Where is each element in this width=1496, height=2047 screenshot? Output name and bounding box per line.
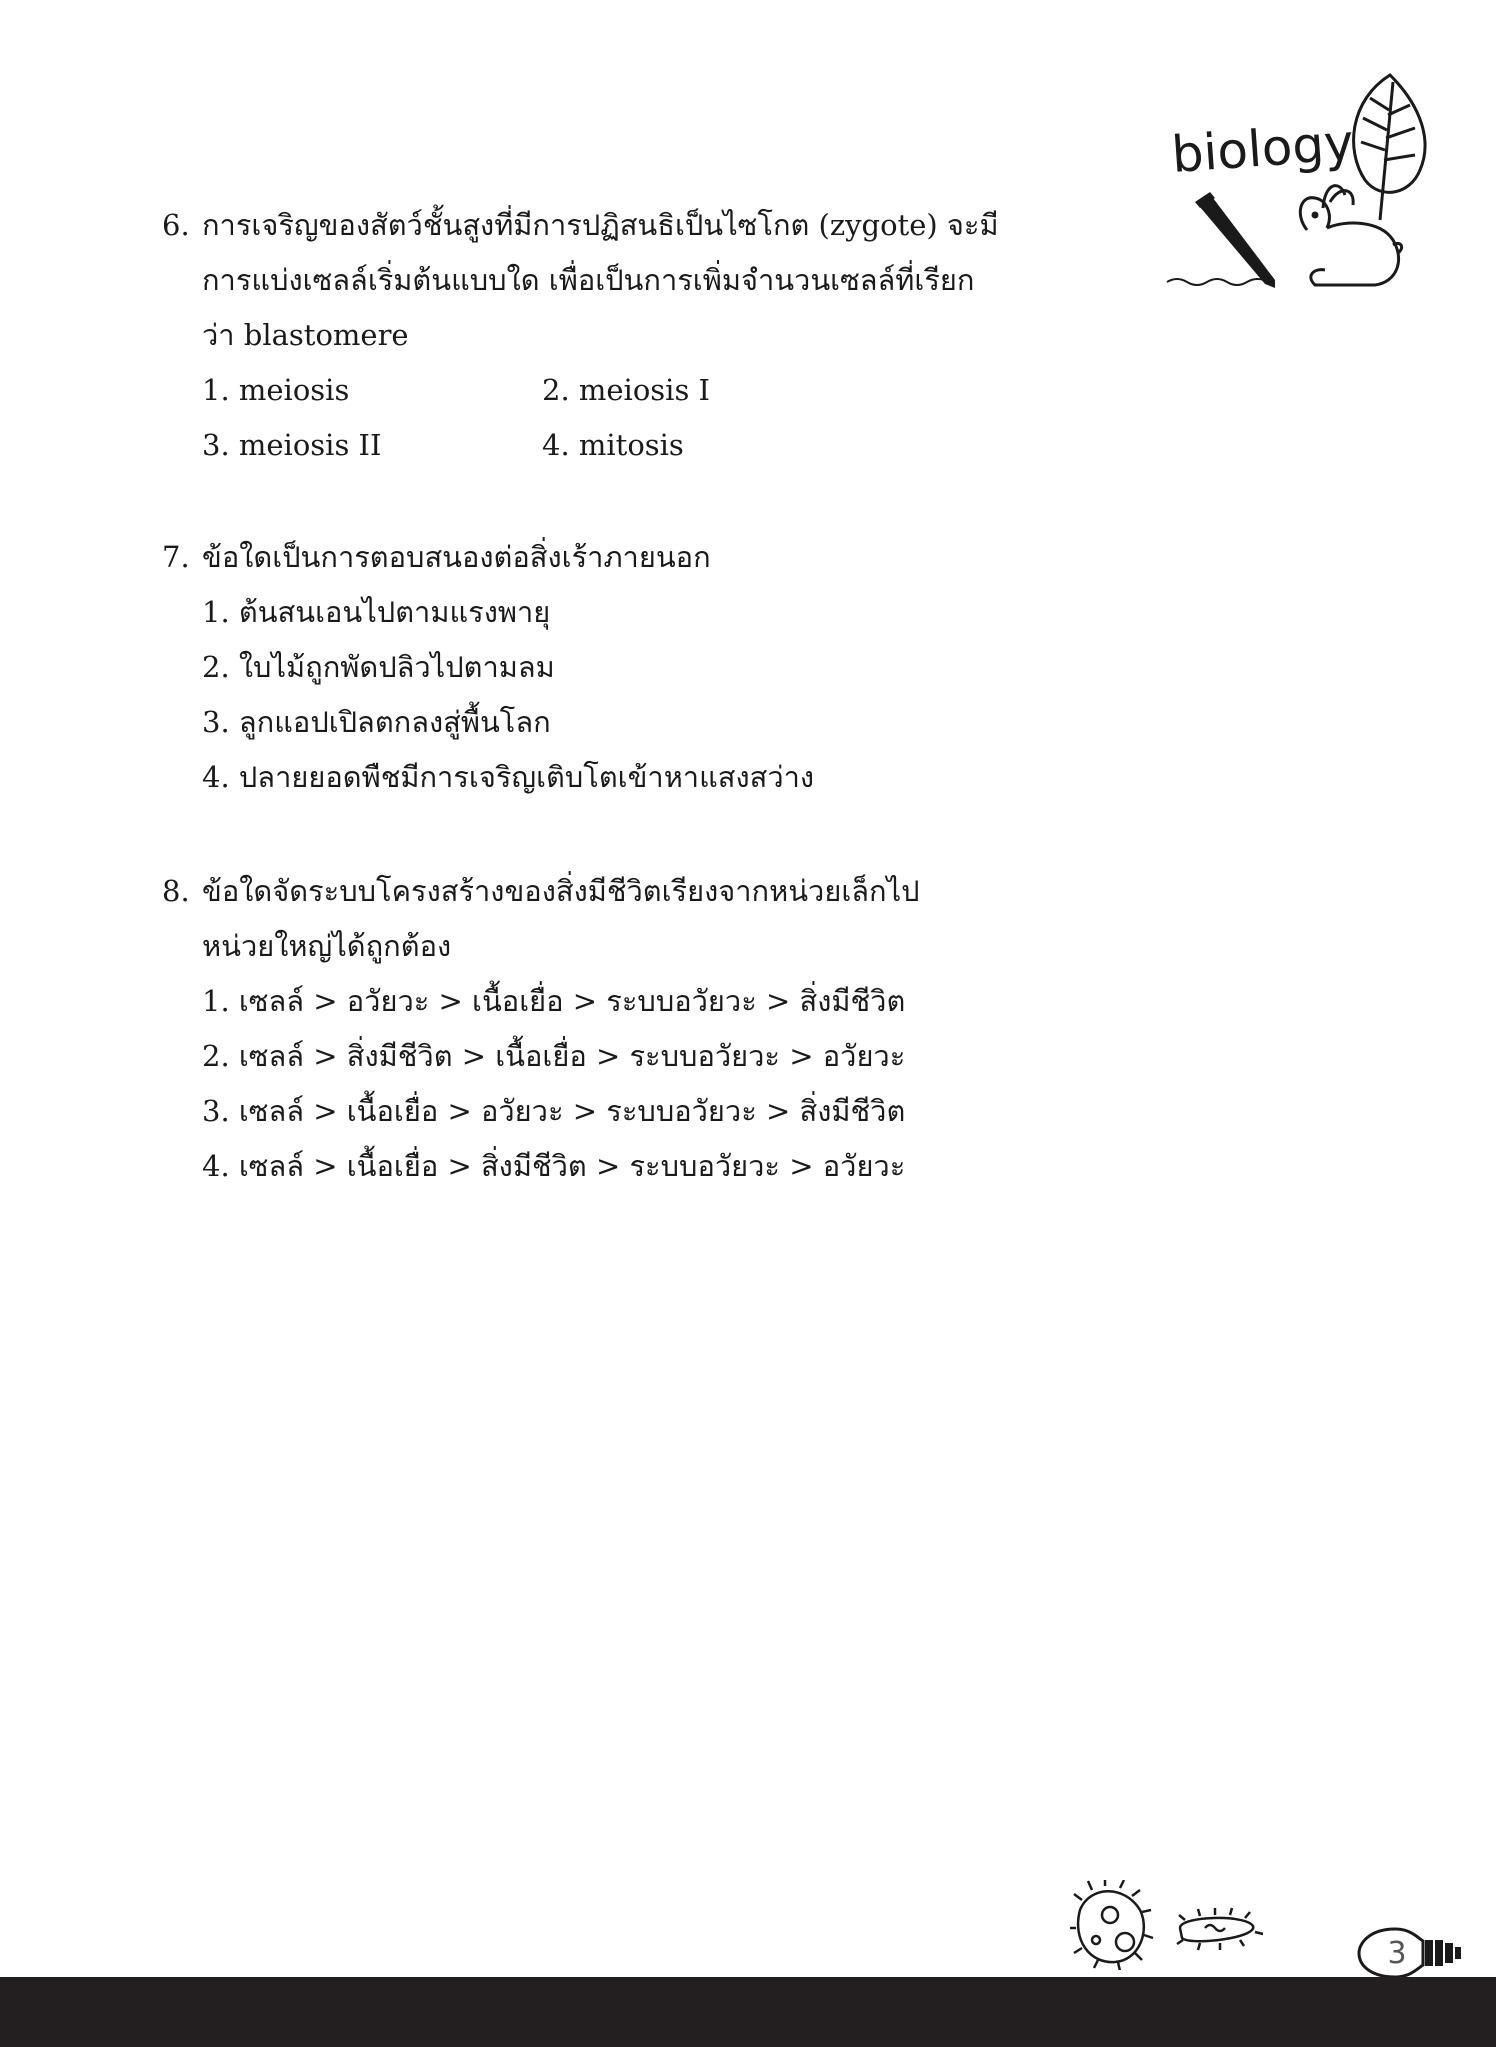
answer-option: 2. เซลล์ > สิ่งมีชีวิต > เนื้อเยื่อ > ระบบอวัยวะ > อวัยวะ bbox=[202, 1039, 906, 1073]
question-8 bbox=[162, 864, 952, 1194]
question-6 bbox=[162, 198, 999, 473]
logo-text: biology bbox=[1169, 113, 1356, 184]
question-text: ข้อใดจัดระบบโครงสร้างของสิ่งมีชีวิตเรียงจากหน่วยเล็กไป bbox=[202, 874, 920, 908]
biology-logo bbox=[1165, 70, 1435, 295]
answer-option: 3. meiosis II bbox=[202, 428, 382, 462]
page-number: 3 bbox=[1387, 1936, 1407, 1971]
question-text: การเจริญของสัตว์ชั้นสูงที่มีการปฏิสนธิเป็นไซโกต (zygote) จะมี bbox=[202, 208, 999, 242]
question-text: การแบ่งเซลล์เริ่มต้นแบบใด เพื่อเป็นการเพิ่มจำนวนเซลล์ที่เรียก bbox=[202, 263, 975, 297]
answer-options bbox=[162, 363, 952, 473]
bacteria-icon bbox=[1070, 1880, 1270, 1970]
question-text: ว่า blastomere bbox=[202, 318, 409, 352]
pencil-icon bbox=[1167, 192, 1275, 288]
question-line bbox=[162, 864, 952, 919]
answer-option: 1. meiosis bbox=[202, 373, 350, 407]
answer-option: 4. เซลล์ > เนื้อเยื่อ > สิ่งมีชีวิต > ระบบอวัยวะ > อวัยวะ bbox=[202, 1149, 906, 1183]
question-line bbox=[162, 198, 999, 253]
answer-option: 4. mitosis bbox=[542, 428, 684, 462]
question-text: ข้อใดเป็นการตอบสนองต่อสิ่งเร้าภายนอก bbox=[202, 540, 711, 574]
answer-option: 1. ต้นสนเอนไปตามแรงพายุ bbox=[202, 595, 551, 629]
answer-option: 2. meiosis I bbox=[542, 373, 710, 407]
answer-option: 3. เซลล์ > เนื้อเยื่อ > อวัยวะ > ระบบอวัยวะ > สิ่งมีชีวิต bbox=[202, 1094, 906, 1128]
footer-bar bbox=[0, 1977, 1496, 2047]
answer-option: 1. เซลล์ > อวัยวะ > เนื้อเยื่อ > ระบบอวัยวะ > สิ่งมีชีวิต bbox=[202, 984, 906, 1018]
question-line bbox=[162, 530, 952, 585]
question-number: 8. bbox=[162, 874, 190, 908]
question-7 bbox=[162, 530, 952, 805]
rabbit-icon bbox=[1300, 186, 1401, 285]
leaf-icon bbox=[1354, 75, 1425, 220]
answer-option: 2. ใบไม้ถูกพัดปลิวไปตามลม bbox=[202, 650, 555, 684]
question-text: หน่วยใหญ่ได้ถูกต้อง bbox=[202, 929, 452, 963]
question-number: 6. bbox=[162, 208, 190, 242]
answer-option: 3. ลูกแอปเปิลตกลงสู่พื้นโลก bbox=[202, 705, 551, 739]
question-number: 7. bbox=[162, 540, 190, 574]
answer-option: 4. ปลายยอดพืชมีการเจริญเติบโตเข้าหาแสงสว่าง bbox=[202, 760, 815, 794]
